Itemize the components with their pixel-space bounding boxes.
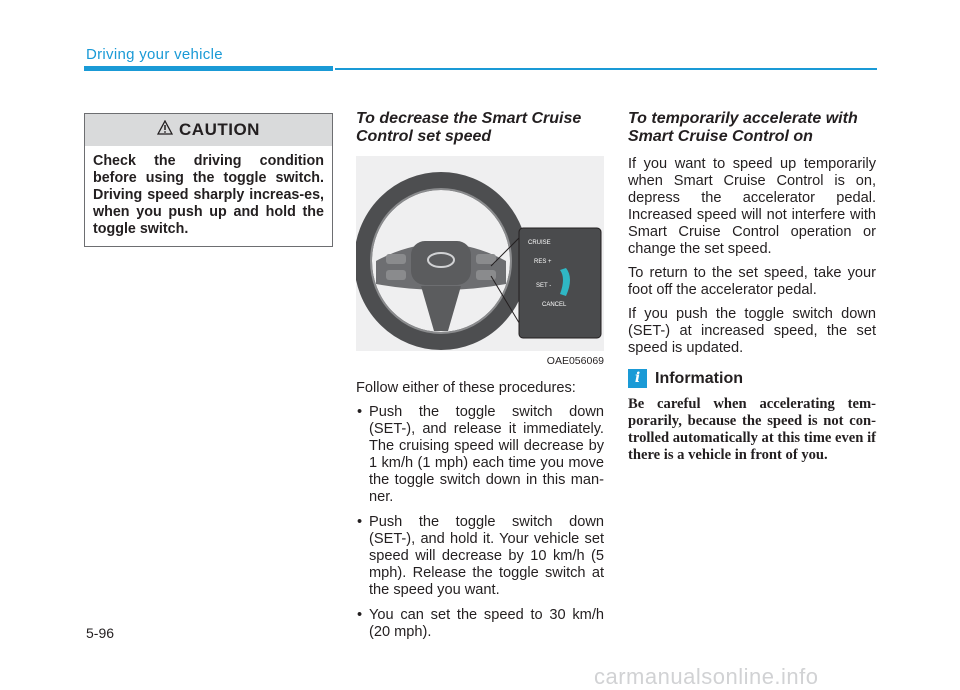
procedures-list [356, 404, 604, 641]
cruise-label: CRUISE [528, 240, 551, 246]
page-number: 5-96 [86, 625, 115, 641]
middle-column [356, 110, 604, 649]
header-bar-thick [84, 66, 333, 71]
warning-triangle-icon [157, 120, 173, 140]
list-item: • You can set the speed to 30 km/h (20 mph). [356, 607, 604, 641]
information-header [628, 369, 876, 388]
paragraph: If you push the toggle switch down (SET-) at increased speed, the set speed is updated. [628, 306, 876, 356]
accelerate-heading: To temporarily accelerate with Smart Cruise Control on [628, 110, 858, 145]
cancel-label: CANCEL [542, 302, 567, 308]
res-label: RES + [534, 259, 552, 265]
decrease-heading: To decrease the Smart Cruise Control set speed [356, 110, 582, 145]
list-item: • Push the toggle switch down (SET-), and hold it. Your vehicle set speed will decrease by 10 km/h (5 mph). Release the toggle switch at the speed you want. [356, 514, 604, 599]
caution-header [85, 114, 332, 146]
procedures-intro: Follow either of these procedures: [356, 380, 576, 396]
header-bar-thin [335, 68, 877, 70]
caution-box [84, 113, 333, 247]
section-title: Driving your vehicle [86, 46, 223, 63]
set-label: SET - [536, 283, 552, 289]
paragraph: To return to the set speed, take your foot off the accelerator pedal. [628, 265, 876, 298]
steering-wheel-figure [356, 156, 604, 351]
information-title: Information [655, 370, 743, 387]
paragraph: If you want to speed up temporarily when Smart Cruise Control is on, depress the accelerator pedal. Increased speed will not interfere with Smart Cruise Control operation or change the set speed. [628, 156, 876, 257]
caution-text: Check the driving condition before using the toggle switch. Driving speed sharply increas-es, when you push up and hold the toggle switch. [93, 153, 324, 237]
figure-code: OAE056069 [546, 355, 604, 367]
information-icon: i [628, 369, 647, 388]
steering-wheel-illustration [356, 156, 604, 351]
caution-title: CAUTION [179, 120, 260, 139]
information-text: Be careful when accelerating tem-porarily, because the speed is not con-trolled automatically at this time even if there is a vehicle in front of you. [628, 396, 876, 463]
list-item: • Push the toggle switch down (SET-), and release it immediately. The cruising speed will decrease by 1 km/h (1 mph) each time you move the toggle switch down in this man-ner. [356, 404, 604, 506]
right-column [628, 110, 876, 464]
watermark: carmanualsonline.info [594, 664, 819, 689]
